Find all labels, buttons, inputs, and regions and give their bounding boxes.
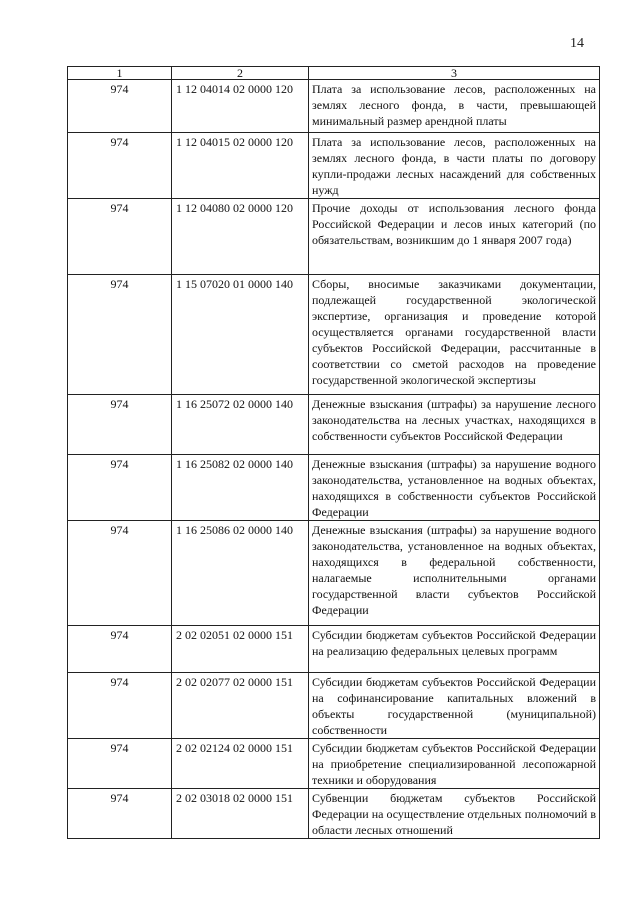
revenue-description-cell: Плата за использование лесов, расположенных на землях лесного фонда, в части платы по договору купли-продажи лесных насаждений для собственных нужд bbox=[309, 133, 600, 199]
column-header-2: 2 bbox=[172, 67, 309, 80]
table-row bbox=[68, 789, 600, 839]
budget-classification-code-cell: 2 02 02051 02 0000 151 bbox=[172, 626, 309, 673]
admin-code-cell: 974 bbox=[68, 673, 172, 739]
admin-code-cell: 974 bbox=[68, 455, 172, 521]
revenue-description-cell: Денежные взыскания (штрафы) за нарушение водного законодательства, установленное на водных объектах, находящихся в собственности субъектов Российской Федерации bbox=[309, 455, 600, 521]
table-row bbox=[68, 626, 600, 673]
admin-code-cell: 974 bbox=[68, 395, 172, 455]
budget-classification-code-cell: 2 02 02077 02 0000 151 bbox=[172, 673, 309, 739]
column-header-3: 3 bbox=[309, 67, 600, 80]
table-row bbox=[68, 673, 600, 739]
column-header-1: 1 bbox=[68, 67, 172, 80]
budget-classification-code-cell: 1 12 04015 02 0000 120 bbox=[172, 133, 309, 199]
table-row bbox=[68, 521, 600, 626]
budget-classification-code-cell: 1 16 25086 02 0000 140 bbox=[172, 521, 309, 626]
revenue-description-cell: Прочие доходы от использования лесного фонда Российской Федерации и лесов иных категорий (по обязательствам, возникшим до 1 января 2007 года) bbox=[309, 199, 600, 275]
admin-code-cell: 974 bbox=[68, 626, 172, 673]
admin-code-cell: 974 bbox=[68, 133, 172, 199]
revenue-description-cell: Субсидии бюджетам субъектов Российской Федерации на приобретение специализированной лесопожарной техники и оборудования bbox=[309, 739, 600, 789]
table-row bbox=[68, 395, 600, 455]
budget-classification-code-cell: 1 15 07020 01 0000 140 bbox=[172, 275, 309, 395]
admin-code-cell: 974 bbox=[68, 789, 172, 839]
table-row bbox=[68, 133, 600, 199]
table-row bbox=[68, 199, 600, 275]
revenue-description-cell: Денежные взыскания (штрафы) за нарушение водного законодательства, установленное на водных объектах, находящихся в федеральной собственности, налагаемые исполнительными органами государственной власти субъектов Российской Федерации bbox=[309, 521, 600, 626]
admin-code-cell: 974 bbox=[68, 739, 172, 789]
revenue-description-cell: Субсидии бюджетам субъектов Российской Федерации на реализацию федеральных целевых программ bbox=[309, 626, 600, 673]
admin-code-cell: 974 bbox=[68, 521, 172, 626]
admin-code-cell: 974 bbox=[68, 199, 172, 275]
table-row bbox=[68, 80, 600, 133]
revenue-description-cell: Денежные взыскания (штрафы) за нарушение лесного законодательства на лесных участках, находящихся в собственности субъектов Российской Федерации bbox=[309, 395, 600, 455]
table-row bbox=[68, 739, 600, 789]
budget-classification-code-cell: 1 16 25082 02 0000 140 bbox=[172, 455, 309, 521]
page-number: 14 bbox=[570, 36, 584, 51]
admin-code-cell: 974 bbox=[68, 80, 172, 133]
budget-classification-code-cell: 1 12 04014 02 0000 120 bbox=[172, 80, 309, 133]
revenue-description-cell: Субсидии бюджетам субъектов Российской Федерации на софинансирование капитальных вложений в объекты государственной (муниципальной) собственности bbox=[309, 673, 600, 739]
revenue-codes-table bbox=[67, 66, 600, 839]
budget-classification-code-cell: 2 02 02124 02 0000 151 bbox=[172, 739, 309, 789]
budget-classification-code-cell: 2 02 03018 02 0000 151 bbox=[172, 789, 309, 839]
revenue-description-cell: Субвенции бюджетам субъектов Российской Федерации на осуществление отдельных полномочий в области лесных отношений bbox=[309, 789, 600, 839]
revenue-description-cell: Сборы, вносимые заказчиками документации, подлежащей государственной экологической экспертизе, организация и проведение которой осуществляется органами государственной власти субъектов Российской Федерации, рассчитанные в соответствии со сметой расходов на проведение государственной экологической экспертизы bbox=[309, 275, 600, 395]
admin-code-cell: 974 bbox=[68, 275, 172, 395]
budget-classification-code-cell: 1 12 04080 02 0000 120 bbox=[172, 199, 309, 275]
table-header-row bbox=[68, 67, 600, 80]
budget-classification-code-cell: 1 16 25072 02 0000 140 bbox=[172, 395, 309, 455]
table-row bbox=[68, 455, 600, 521]
revenue-description-cell: Плата за использование лесов, расположенных на землях лесного фонда, в части, превышающей минимальный размер арендной платы bbox=[309, 80, 600, 133]
table-row bbox=[68, 275, 600, 395]
